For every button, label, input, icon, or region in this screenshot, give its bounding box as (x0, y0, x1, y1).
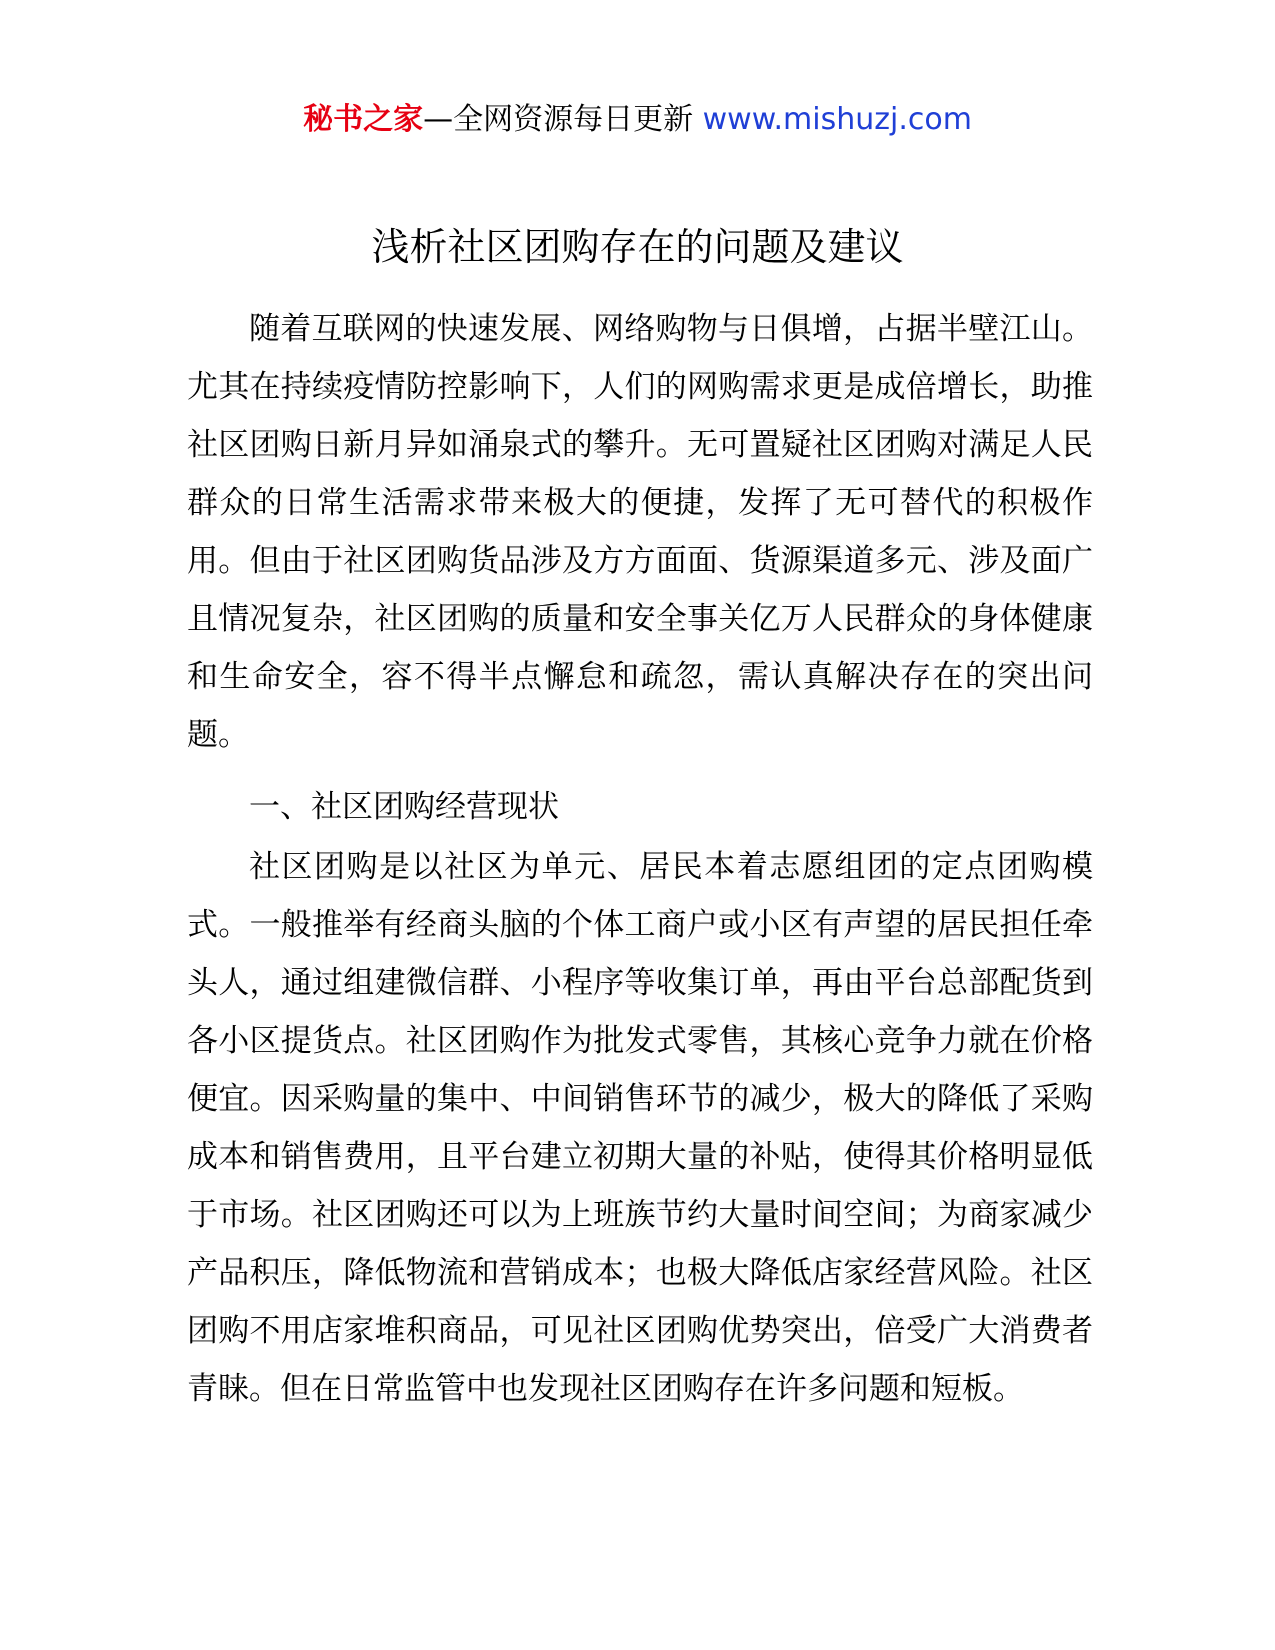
site-url-link[interactable]: www.mishuzj.com (702, 102, 972, 137)
site-tagline: —全网资源每日更新 (423, 102, 694, 137)
section-heading: 一、社区团购经营现状 (249, 789, 559, 825)
intro-paragraph: 随着互联网的快速发展、网络购物与日俱增，占据半壁江山。尤其在持续疫情防控影响下，人们的网购需求更是成倍增长，助推社区团购日新月异如涌泉式的攀升。无可置疑社区团购对满足人民群众的日常生活需求带来极大的便捷，发挥了无可替代的积极作用。但由于社区团购货品涉及方方面面、货源渠道多元、涉及面广且情况复杂，社区团购的质量和安全事关亿万人民群众的身体健康和生命安全，容不得半点懈怠和疏忽，需认真解决存在的突出问题。 (187, 311, 1093, 753)
site-header (0, 100, 1275, 140)
site-brand: 秘书之家 (303, 102, 424, 137)
status-paragraph: 社区团购是以社区为单元、居民本着志愿组团的定点团购模式。一般推举有经商头脑的个体工商户或小区有声望的居民担任牵头人，通过组建微信群、小程序等收集订单，再由平台总部配货到各小区提货点。社区团购作为批发式零售，其核心竞争力就在价格便宜。因采购量的集中、中间销售环节的减少，极大的降低了采购成本和销售费用，且平台建立初期大量的补贴，使得其价格明显低于市场。社区团购还可以为上班族节约大量时间空间；为商家减少产品积压，降低物流和营销成本；也极大降低店家经营风险。社区团购不用店家堆积商品，可见社区团购优势突出，倍受广大消费者青睐。但在日常监管中也发现社区团购存在许多问题和短板。 (187, 849, 1093, 1407)
document-title: 浅析社区团购存在的问题及建议 (371, 225, 904, 269)
